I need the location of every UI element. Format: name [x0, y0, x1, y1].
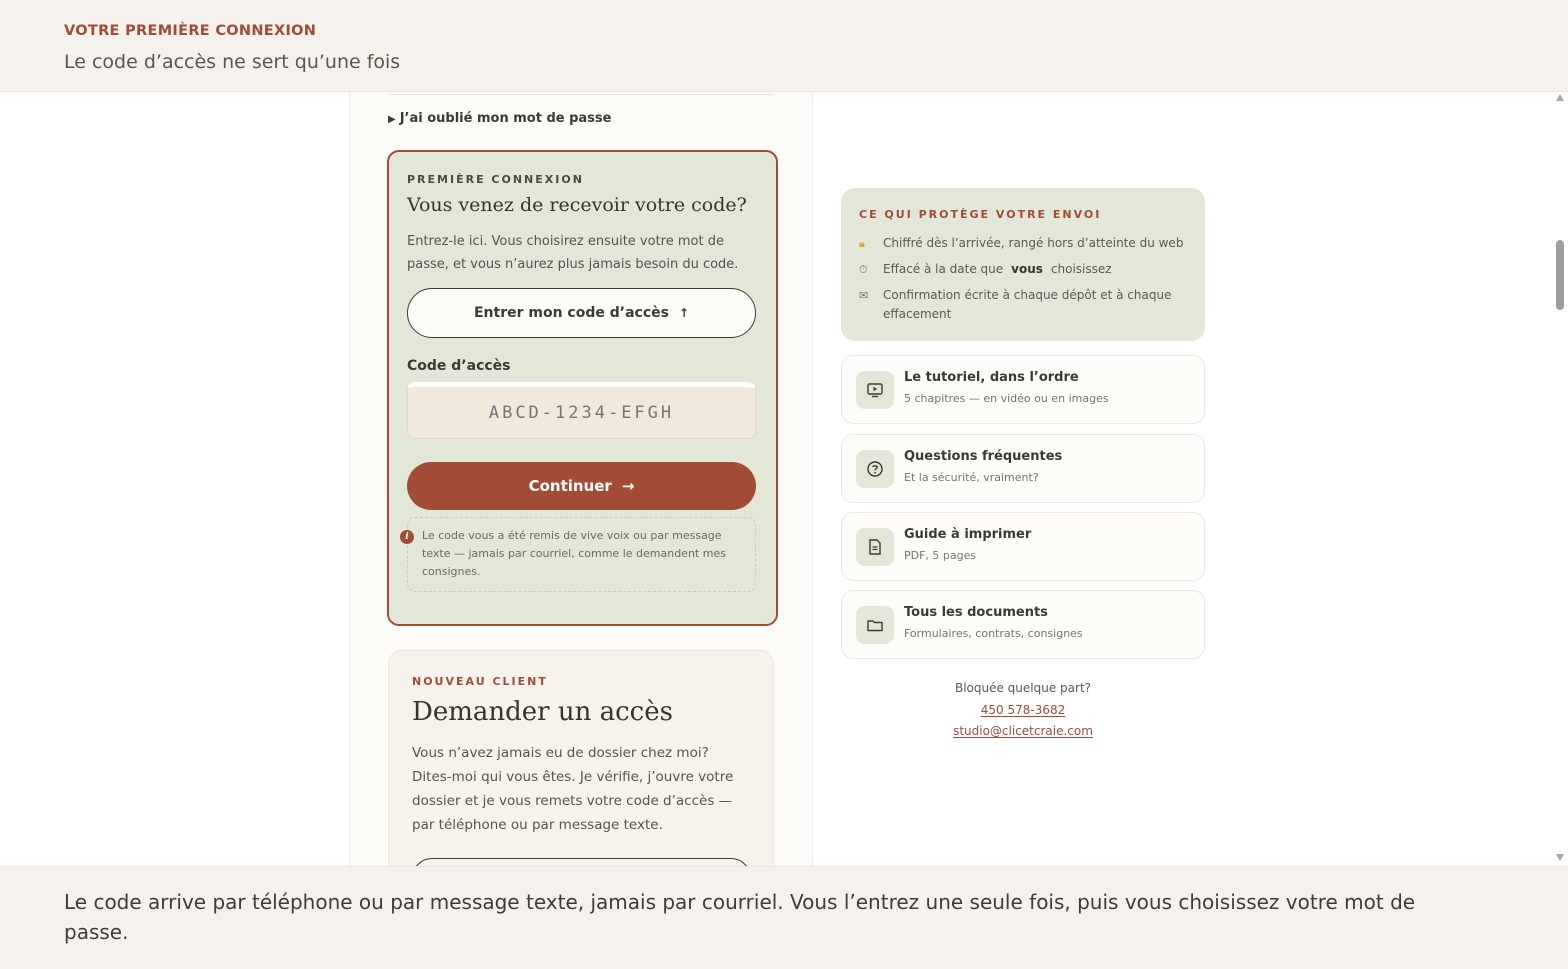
new-client-eyebrow: NOUVEAU CLIENT — [412, 675, 548, 688]
request-access-button[interactable] — [412, 858, 751, 866]
arrow-right-icon: → — [621, 477, 635, 495]
lock-icon: 🔒︎ — [859, 237, 865, 250]
question-icon — [856, 450, 894, 488]
protection-card — [841, 188, 1205, 341]
faq-subtitle: Et la sécurité, vraiment? — [904, 471, 1039, 484]
timer-icon: ⏱ — [859, 263, 868, 276]
help-block — [841, 678, 1205, 743]
scroll-down-arrow-icon[interactable] — [1556, 854, 1564, 861]
top-banner — [0, 0, 1568, 92]
protection-eyebrow: CE QUI PROTÈGE VOTRE ENVOI — [859, 208, 1102, 221]
protection-item-text: Confirmation écrite à chaque dépôt et à chaque effacement — [883, 288, 1172, 321]
new-client-title: Demander un accès — [412, 697, 673, 727]
new-client-card — [388, 650, 774, 866]
code-notice-text: Le code vous a été remis de vive voix ou par message texte — jamais par courriel, comme le demandent mes consignes. — [422, 529, 726, 578]
code-notice — [407, 517, 756, 592]
continue-button[interactable] — [407, 462, 756, 510]
scrollbar-thumb[interactable] — [1556, 240, 1564, 310]
first-login-title: Vous venez de recevoir votre code? — [407, 194, 747, 216]
page-viewport — [0, 92, 1568, 866]
first-login-description: Entrez-le ici. Vous choisirez ensuite votre mot de passe, et vous n’aurez plus jamais besoin du code. — [407, 234, 739, 272]
access-code-input[interactable] — [407, 382, 756, 439]
first-login-card — [387, 150, 778, 626]
arrow-up-icon: ↑ — [678, 306, 690, 320]
divider — [388, 92, 774, 95]
print-guide-link[interactable] — [841, 512, 1205, 581]
protection-item-text: Chiffré dès l’arrivée, rangé hors d’atteinte du web — [883, 236, 1184, 250]
continue-label: Continuer — [528, 477, 612, 495]
banner-kicker: VOTRE PREMIÈRE CONNEXION — [64, 23, 317, 39]
scroll-up-arrow-icon[interactable] — [1556, 94, 1564, 101]
resources-column — [841, 92, 1205, 866]
enter-code-button[interactable] — [407, 288, 756, 338]
info-icon: i — [400, 530, 414, 544]
bottom-banner — [0, 866, 1568, 969]
envelope-icon: ✉ — [859, 289, 869, 302]
phone-link[interactable]: 450 578-3682 — [980, 702, 1066, 717]
banner-caption: Le code arrive par téléphone ou par message texte, jamais par courriel. Vous l’entrez une seule fois, puis vous choisissez votre mot de passe. — [64, 890, 1416, 944]
tutorial-link[interactable] — [841, 355, 1205, 424]
email-link[interactable]: studio@clicetcraie.com — [953, 724, 1093, 738]
tutorial-subtitle: 5 chapitres — en vidéo ou en images — [904, 392, 1109, 405]
print-guide-title: Guide à imprimer — [904, 527, 1032, 542]
forgot-password-label: J’ai oublié mon mot de passe — [399, 111, 612, 126]
forgot-password-toggle[interactable] — [388, 111, 611, 126]
print-guide-subtitle: PDF, 5 pages — [904, 549, 977, 562]
code-label: Code d’accès — [407, 358, 511, 374]
faq-title: Questions fréquentes — [904, 449, 1063, 464]
protection-item — [859, 260, 1195, 279]
document-icon — [856, 528, 894, 566]
all-documents-subtitle: Formulaires, contrats, consignes — [904, 627, 1083, 640]
all-documents-title: Tous les documents — [904, 605, 1048, 620]
protection-item — [859, 286, 1195, 324]
login-column — [349, 92, 813, 866]
protection-item-text: Effacé à la date que vous choisissez — [883, 262, 1112, 276]
enter-code-label: Entrer mon code d’accès — [473, 305, 669, 321]
banner-subtitle: Le code d’accès ne sert qu’une fois — [64, 51, 401, 73]
protection-item — [859, 234, 1195, 253]
new-client-description: Vous n’avez jamais eu de dossier chez moi? Dites-moi qui vous êtes. Je vérifie, j’ouvre votre dossier et je vous remets votre code d’accès — par téléphone ou par message texte. — [412, 745, 734, 833]
tutorial-title: Le tutoriel, dans l’ordre — [904, 370, 1079, 385]
scrollbar[interactable] — [1552, 92, 1568, 866]
folder-icon — [856, 606, 894, 644]
all-documents-link[interactable] — [841, 590, 1205, 659]
video-icon — [856, 371, 894, 409]
triangle-right-icon: ▶ — [388, 114, 396, 125]
help-question: Bloquée quelque part? — [954, 681, 1092, 695]
faq-link[interactable] — [841, 434, 1205, 503]
first-login-eyebrow: PREMIÈRE CONNEXION — [407, 173, 584, 186]
